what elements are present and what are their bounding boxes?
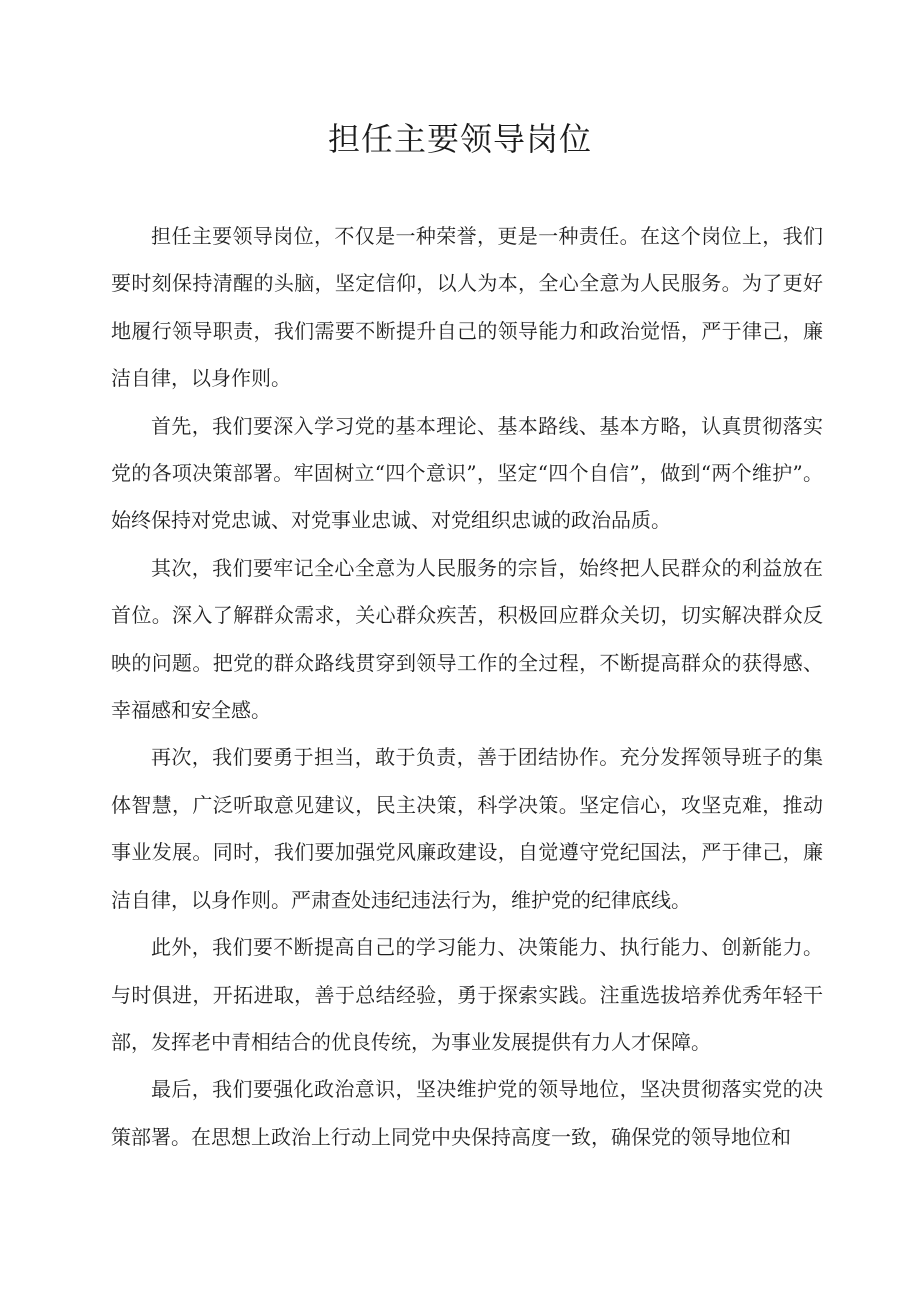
paragraph: 担任主要领导岗位，不仅是一种荣誉，更是一种责任。在这个岗位上，我们要时刻保持清醒的头脑，坚定信仰，以人为本，全心全意为人民服务。为了更好地履行领导职责，我们需要不断提升自己的领导能力和政治觉悟，严于律己，廉洁自律，以身作则。: [111, 224, 823, 391]
paragraph: 最后，我们要强化政治意识，坚决维护党的领导地位，坚决贯彻落实党的决策部署。在思想上政治上行动上同党中央保持高度一致，确保党的领导地位和: [111, 1077, 823, 1149]
document-body: [111, 213, 823, 1161]
paragraph: 首先，我们要深入学习党的基本理论、基本路线、基本方略，认真贯彻落实党的各项决策部署。牢固树立“四个意识”，坚定“四个自信”，做到“两个维护”。始终保持对党忠诚、对党事业忠诚、对党组织忠诚的政治品质。: [111, 413, 823, 533]
document-title: 担任主要领导岗位: [327, 120, 592, 158]
paragraph: 此外，我们要不断提高自己的学习能力、决策能力、执行能力、创新能力。与时俱进，开拓进取，善于总结经验，勇于探索实践。注重选拔培养优秀年轻干部，发挥老中青相结合的优良传统，为事业发展提供有力人才保障。: [111, 935, 823, 1054]
paragraph: 其次，我们要牢记全心全意为人民服务的宗旨，始终把人民群众的利益放在首位。深入了解群众需求，关心群众疾苦，积极回应群众关切，切实解决群众反映的问题。把党的群众路线贯穿到领导工作的全过程，不断提高群众的获得感、幸福感和安全感。: [111, 555, 823, 723]
paragraph: 再次，我们要勇于担当，敢于负责，善于团结协作。充分发挥领导班子的集体智慧，广泛听取意见建议，民主决策，科学决策。坚定信心，攻坚克难，推动事业发展。同时，我们要加强党风廉政建设，自觉遵守党纪国法，严于律己，廉洁自律，以身作则。严肃查处违纪违法行为，维护党的纪律底线。: [111, 745, 823, 912]
